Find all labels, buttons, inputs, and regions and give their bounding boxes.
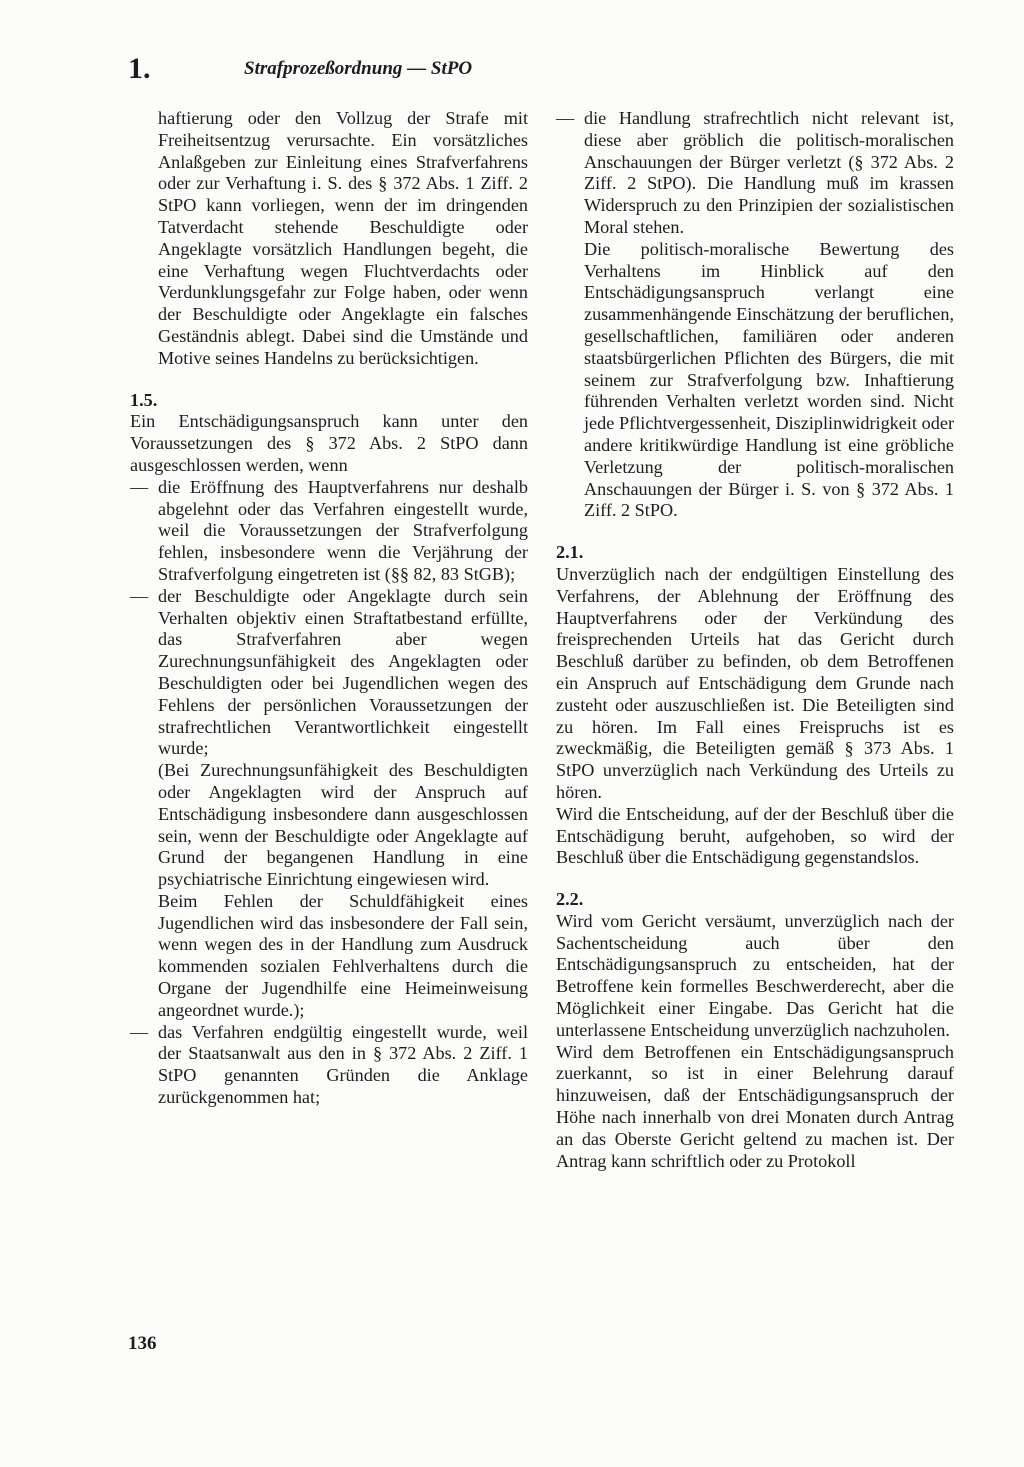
dash-marker: —	[556, 108, 575, 128]
list-item-text: der Beschuldigte oder Angeklagte durch sein Verhalten objektiv einen Straftatbestand erfüllte, das Strafverfahren aber wegen Zurechnungsunfähigkeit des Angeklagten oder Beschuldigten oder bei Jugendlichen wegen des Fehlens der persönlichen Voraussetzungen der strafrechtlichen Verantwortlichkeit eingestellt wurde;	[158, 585, 528, 759]
section-heading-2-2: 2.2.	[556, 889, 584, 910]
list-item-note: Beim Fehlen der Schuldfähigkeit eines Jugendlichen wird das insbesondere der Fall sein, wenn wegen des in der Handlung zum Ausdruck kommenden sozialen Fehlverhaltens durch die Organe der Jugendhilfe eine Heimeinweisung angeordnet wurde.);	[158, 890, 528, 1020]
paragraph-1-5-intro: Ein Entschädigungsanspruch kann unter den Voraussetzungen des § 372 Abs. 2 StPO dann ausgeschlossen werden, wenn	[130, 411, 528, 475]
list-item	[130, 1022, 528, 1109]
list-item-note: (Bei Zurechnungsunfähigkeit des Beschuldigten oder Angeklagten wird der Anspruch auf Entschädigung insbesondere dann ausgeschlossen sein, wenn der Beschuldigte oder Angeklagte auf Grund der begangenen Handlung in eine psychiatrische Einrichtung eingewiesen wird.	[158, 760, 528, 890]
dash-marker: —	[130, 1021, 149, 1042]
list-item	[130, 586, 528, 760]
list-item-text: das Verfahren endgültig eingestellt wurde, weil der Staatsanwalt aus den in § 372 Abs. 2 Ziff. 1 StPO genannten Gründen die Anklage zurückgenommen hat;	[158, 1021, 528, 1108]
list-item-paragraph: Die politisch-moralische Bewertung des Verhaltens im Hinblick auf den Entschädigungsanspruch verlangt eine zusammenhängende Einschätzung der beruflichen, gesellschaftlichen, familiären oder anderen staatsbürgerlichen Pflichten des Bürgers, die mit seinem zur Strafverfolgung bzw. Inhaftierung führenden Verhalten verletzt worden sind. Nicht jede Pflichtvergessenheit, Disziplinwidrigkeit oder andere kritikwürdige Handlung ist eine gröbliche Verletzung der politisch-moralischen Anschauungen der Bürger i. S. von § 372 Abs. 1 Ziff. 2 StPO.	[584, 238, 954, 521]
chapter-number: 1.	[128, 52, 151, 85]
section-heading-2-1: 2.1.	[556, 542, 584, 563]
page-number: 136	[128, 1333, 157, 1354]
list-item-text: die Eröffnung des Hauptverfahrens nur deshalb abgelehnt oder das Verfahren eingestellt wurde, weil die Voraussetzungen der Strafverfolgung fehlen, insbesondere wenn die Verjährung der Strafverfolgung eingetreten ist (§§ 82, 83 StGB);	[158, 476, 528, 584]
paragraph-2-1: Wird die Entscheidung, auf der der Beschluß über die Entschädigung beruht, aufgehoben, so wird der Beschluß über die Entschädigung gegenstandslos.	[556, 803, 954, 868]
list-item-text: die Handlung strafrechtlich nicht relevant ist, diese aber gröblich die politisch-moralischen Anschauungen der Bürger verletzt (§ 372 Abs. 2 Ziff. 2 StPO). Die Handlung muß im krassen Widerspruch zu den Prinzipien der sozialistischen Moral stehen.	[584, 108, 954, 237]
paragraph-continuation: haftierung oder den Vollzug der Strafe mit Freiheitsentzug verursachte. Ein vorsätzliches Anlaßgeben zur Einleitung eines Strafverfahrens oder zur Verhaftung i. S. des § 372 Abs. 1 Ziff. 2 StPO kann vorliegen, wenn der im dringenden Tatverdacht stehende Beschuldigte oder Angeklagte vorsätzlich Handlungen begeht, die eine Verhaftung wegen Fluchtverdachts oder Verdunklungsgefahr zur Folge haben, oder wenn der Beschuldigte oder Angeklagte ein falsches Geständnis ablegt. Dabei sind die Umstände und Motive seines Handelns zu berücksichtigen.	[158, 108, 528, 368]
list-item	[556, 108, 954, 239]
paragraph-2-2: Wird vom Gericht versäumt, unverzüglich nach der Sachentscheidung auch über den Entschädigungsanspruch zu entscheiden, hat der Betroffene kein formelles Beschwerderecht, aber die Möglichkeit einer Eingabe. Das Gericht hat die unterlassene Entscheidung unverzüglich nachzuholen.	[556, 910, 954, 1040]
dash-marker: —	[130, 585, 149, 606]
right-column	[556, 108, 954, 1172]
list-item	[130, 477, 528, 586]
paragraph-2-1: Unverzüglich nach der endgültigen Einstellung des Verfahrens, der Ablehnung der Eröffnung des Hauptverfahrens oder der Verkündung des freisprechenden Urteils hat das Gericht durch Beschluß darüber zu befinden, ob dem Betroffenen ein Anspruch auf Entschädigung dem Grunde nach zusteht oder auszuschließen ist. Die Beteiligten sind zu hören. Im Fall eines Freispruchs ist es zweckmäßig, die Beteiligten gemäß § 373 Abs. 1 StPO unverzüglich nach Verkündung des Urteils zu hören.	[556, 563, 954, 802]
left-column	[130, 108, 528, 1109]
running-title: Strafprozeßordnung — StPO	[244, 58, 473, 79]
paragraph-2-2: Wird dem Betroffenen ein Entschädigungsanspruch zuerkannt, so ist in einer Belehrung darauf hinzuweisen, daß der Entschädigungsanspruch der Höhe nach innerhalb von drei Monaten durch Antrag an das Oberste Gericht geltend zu machen ist. Der Antrag kann schriftlich oder zu Protokoll	[556, 1041, 954, 1171]
section-heading-1-5: 1.5.	[130, 389, 158, 410]
dash-marker: —	[130, 476, 149, 497]
